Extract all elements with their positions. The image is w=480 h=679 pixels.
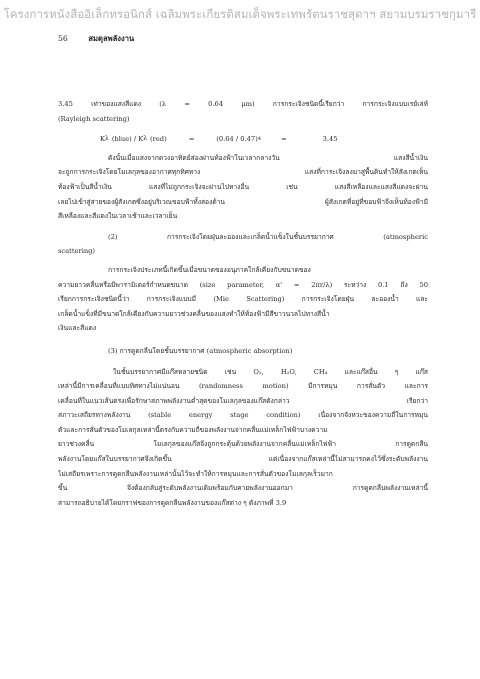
formula-lambda: λ (105, 135, 109, 143)
formula (58, 132, 428, 147)
formula-result: 3.45 (322, 135, 338, 144)
paragraph-line: ดังนั้นเมื่อแสงจากดวงอาทิตย์ส่องผ่านท้องฟ้าในเวลากลางวัน แสงสีน้ำเงิน (108, 153, 428, 162)
page-number: 56 (58, 34, 68, 43)
formula-ratio: (0.64 / 0.47) (216, 135, 258, 144)
formula-red: (red) (150, 135, 167, 144)
paragraph-line: ขึ้น จึงต้องกลับสู่ระดับพลังงานเดิมพร้อมกับคายพลังงานออกมา การดูดกลืนพลังงานเหล่านี้ (58, 484, 428, 493)
section-heading: (3) การดูดกลืนโดยชั้นบรรยากาศ (atmospheric absorption) (108, 346, 293, 355)
paragraph-line: สีเหลืองและสีแดงในเวลาเช้าและเวลาเย็น (58, 212, 178, 221)
formula-equals: = (188, 135, 195, 144)
paragraph-line: เหล่านี้มีการเคลื่อนที่แบบทิศทางไม่แน่นอน (randomness motion) มีการหมุน การสั่นตัว และการ (58, 382, 428, 391)
book-title: สมดุลพลังงาน (88, 34, 135, 43)
paragraph-line: ตัวและการสั่นตัวของโมเลกุลเหล่านี้ตรงกับความถี่ของพลังงานจากคลื่นแม่เหล็กไฟฟ้าบางความ (58, 425, 328, 434)
page-body (58, 97, 428, 510)
running-head (58, 33, 134, 45)
paragraph-line: เลยไปเข้าสู่สายของผู้สังเกตซึ่งอยู่บริเวณขอบฟ้าทั้งสองด้าน ผู้สังเกตที่อยู่ที่ขอบฟ้าจึงเห็นท้องฟ้ามี (58, 197, 428, 206)
paragraph-line: เงินและสีแดง (58, 324, 97, 333)
banner: โครงการหนังสืออิเล็กทรอนิกส์ เฉลิมพระเกียรติสมเด็จพระเทพรัตนราชสุดาฯ สยามบรมราชกุมารี (3, 7, 477, 21)
intro-line: 3.45 เท่าของแสงสีแดง (λ = 0.64 μm) การกระเจิงชนิดนี้เรียกว่า การกระเจิงแบบเรย์เล่ห์ (58, 100, 428, 108)
paragraph-line: ไม่เสถียรเพราะการดูดกลืนพลังงานเหล่านั้นไว้จะทำให้การหมุนและการสั่นตัวของโมเลกุลเร็วมาก (58, 469, 333, 478)
intro-line: (Rayleigh scattering) (58, 114, 130, 123)
formula-equals: = (281, 135, 287, 144)
paragraph-line: ในชั้นบรรยากาศมีแก๊สหลายชนิด เช่น O₂, H₂O, CH₄ และแก๊สอื่น ๆ แก๊ส (113, 367, 428, 376)
formula-exponent: 4 (257, 136, 261, 143)
paragraph-line: ยาวช่วงคลื่น โมเลกุลของแก๊สจึงถูกกระตุ้นด้วยพลังงานจากคลื่นแม่เหล็กไฟฟ้า การดูดกลืน (58, 440, 428, 449)
paragraph-line: เคลื่อนที่ในแนวเส้นตรงเพื่อรักษาสภาพพลังงานต่ำสุดของโมเลกุลของแก๊สดังกล่าว เรียกว่า (58, 396, 428, 405)
paragraph-line: ความยาวคลื่นหรือมีพารามิเตอร์กำหนดขนาด (size parameter, α' = 2πr/λ) ระหว่าง 0.1 ถึง 50 (58, 280, 428, 289)
formula-lambda: λ (143, 135, 148, 143)
formula-k: K (100, 135, 105, 144)
paragraph-line: สภาวะเสถียรทางพลังงาน (stable energy stage condition) เนื่องจากจังหวะของความถี่ในการหมุน (58, 411, 428, 420)
paragraph-line: เรียกการกระเจิงชนิดนี้ว่า การกระเจิงแบบมี (Mie Scattering) การกระเจิงโดยฝุ่น ละอองน้ำ และ (58, 295, 428, 304)
section-heading: (2) การกระเจิงโดยฝุ่นละอองและเกล็ดน้ำแข็งในชั้นบรรยากาศ (atmospheric (108, 232, 428, 241)
paragraph-line: พลังงานโดยแก๊สในบรรยากาศจึงเกิดขึ้น แต่เนื่องจากแก๊สเหล่านี้ไม่สามารถคงไว้ซึ่งระดับพลังงาน (58, 455, 428, 464)
paragraph-line: การกระเจิงประเภทนี้เกิดขึ้นเมื่อขนาดของอนุภาคใกล้เคียงกับขนาดของ (108, 265, 311, 274)
paragraph-line: ท้องฟ้าเป็นสีน้ำเงิน แสงที่ไม่ถูกกระเจิงจะผ่านไปทางอื่น เช่น แสงสีเหลืองและแสงสีแดงจะผ่าน (58, 182, 428, 191)
section-heading: scattering) (58, 247, 96, 256)
paragraph-line: จะถูกการกระเจิงโดยโมเลกุลของอากาศทุกทิศทาง แสงที่การะเจิงลงมาสู่พื้นดินทำให้สังเกตเห็น (58, 168, 428, 177)
formula-blue: (blue) / K (111, 135, 144, 144)
paragraph-line: สามารถอธิบายได้โดยกราฟของการดูดกลืนพลังงานของแก๊สต่าง ๆ ดังภาพที่ 3.9 (58, 498, 287, 507)
paragraph-line: เกล็ดน้ำแข็งที่มีขนาดใกล้เคียงกับความยาวช่วงคลื่นของแสงทำให้ท้องฟ้ามีสีขาวนวลไปทางสีน้ำ (58, 309, 330, 318)
